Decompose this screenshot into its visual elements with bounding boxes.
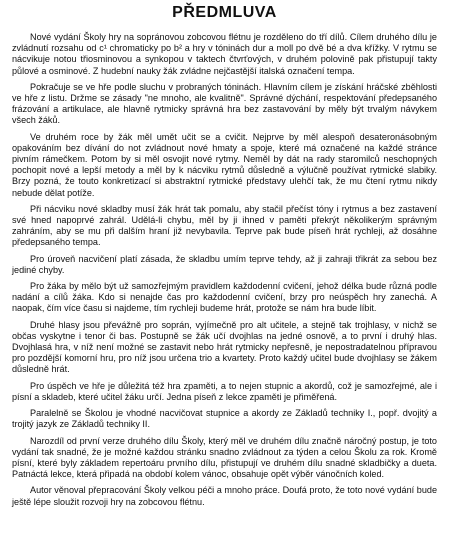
document-body	[12, 32, 437, 508]
paragraph: Nové vydání Školy hry na sopránovou zobcovou flétnu je rozděleno do tří dílů. Cílem druhého dílu je zvládnutí rozsahu od c¹ chromaticky po b² a hry v tóninách dur a moll po dvě bé a dva křížky. V rytmu se nácvikuje notou třiosminovou a synkopou v taktech čtvrťových, v druhém polovině pak přistupují takty půlové a osminové. Z hudební nauky žák zvládne nejčastější italská označení tempa.	[12, 32, 437, 76]
paragraph: Pro úroveň nacvičení platí zásada, že skladbu umím teprve tehdy, až ji zahraji třikrát za sebou bez jediné chyby.	[12, 253, 437, 275]
paragraph: Pokračuje se ve hře podle sluchu v probraných tóninách. Hlavním cílem je získání hráčské zběhlosti ve hře z listu. Držme se zásady "ne mnoho, ale kvalitně". Správné dýchání, respektování předepsaného frázování a artikulace, ale hlavně rytmicky správná hra bez zastavování by měly být trvalým návykem všech žáků.	[12, 81, 437, 126]
paragraph: Pro úspěch ve hře je důležitá též hra zpaměti, a to nejen stupnic a akordů, což je samozřejmé, ale i písní a skladeb, které učitel žáku určí. Jedna píseň z lekce zpaměti je přiměřená.	[12, 380, 437, 402]
paragraph: Paralelně se Školou je vhodné nacvičovat stupnice a akordy ze Základů techniky I., popř. dvojitý a trojitý jazyk ze Základů techniky II.	[12, 408, 437, 430]
paragraph: Narozdíl od první verze druhého dílu Školy, který měl ve druhém dílu značně náročný postup, je toto vydání tak snadné, že je možné každou stránku snadno zvládnout za týden a celou Školu za rok. Kromě písní, které byly základem repertoáru prvního dílu, přistupují ve druhém dílu snadné skladbičky a dueta. Patnáctá lekce, která připadá na období kolem vánoc, obsahuje opět výběr vánočních koled.	[12, 435, 437, 480]
paragraph: Pro žáka by mělo být už samozřejmým pravidlem každodenní cvičení, jehož délka bude různá podle nadání a cílů žáka. Kdo si nenajde čas pro každodenní cvičení, brzy pro neúspěch hry zanechá. A naopak, čím více času si najdeme, tím rychleji budeme hrát, protože se nám hra bude líbit.	[12, 281, 437, 314]
paragraph: Při nácviku nové skladby musí žák hrát tak pomalu, aby stačil přečíst tóny i rytmus a bez zastavení své hned napoprvé zahrál. Udělá-li chybu, měl by ji ihned v paměti překrýt několikerým správným zahráním, aby se mu při dalším hraní již nevybavila. Teprve pak bude píseň hrát rychleji, až dosáhne předepsaného tempa.	[12, 203, 437, 248]
paragraph: Druhé hlasy jsou převážně pro soprán, vyjímečně pro alt učitele, a stejně tak trojhlasy, v nichž se občas vyskytne i tenor či bas. Postupně se žák učí dvojhlas na jedné osnově, a to první i druhý hlas. Dvojhlasá hra, v níž není možné se zastavit nebo hrát rytmicky nepřesně, je nepostradatelnou přípravou pro pozdější komorní hru, pro níž jsou určena trio a kvartety. Proto každý učitel bude dvojhlasy se žákem důsledně hrát.	[12, 319, 437, 375]
paragraph: Ve druhém roce by žák měl umět učit se a cvičit. Nejprve by měl alespoň desateronásobným opakováním bez dívání do not zvládnout nové hmaty a spoje, které má označené na každé stránce pivním rámečkem. Potom by si měl osvojit nové rytmy. Neměl by dát na rady staromilců neschopných pochopit nové a lepší metody a měl by k nácviku rytmů důsledně a výlučně používat rytmické slabiky. Brzy pozná, že touto konkretizací si abstraktní rytmické představy ulehčí tak, že mu čtení rytmu nikdy nebude dělat potíže.	[12, 131, 437, 198]
paragraph: Autor věnoval přepracování Školy velkou péči a mnoho práce. Doufá proto, že toto nové vydání bude ještě lépe sloužit rozvoji hry na zobcovou flétnu.	[12, 485, 437, 507]
page-title: PŘEDMLUVA	[172, 4, 277, 21]
